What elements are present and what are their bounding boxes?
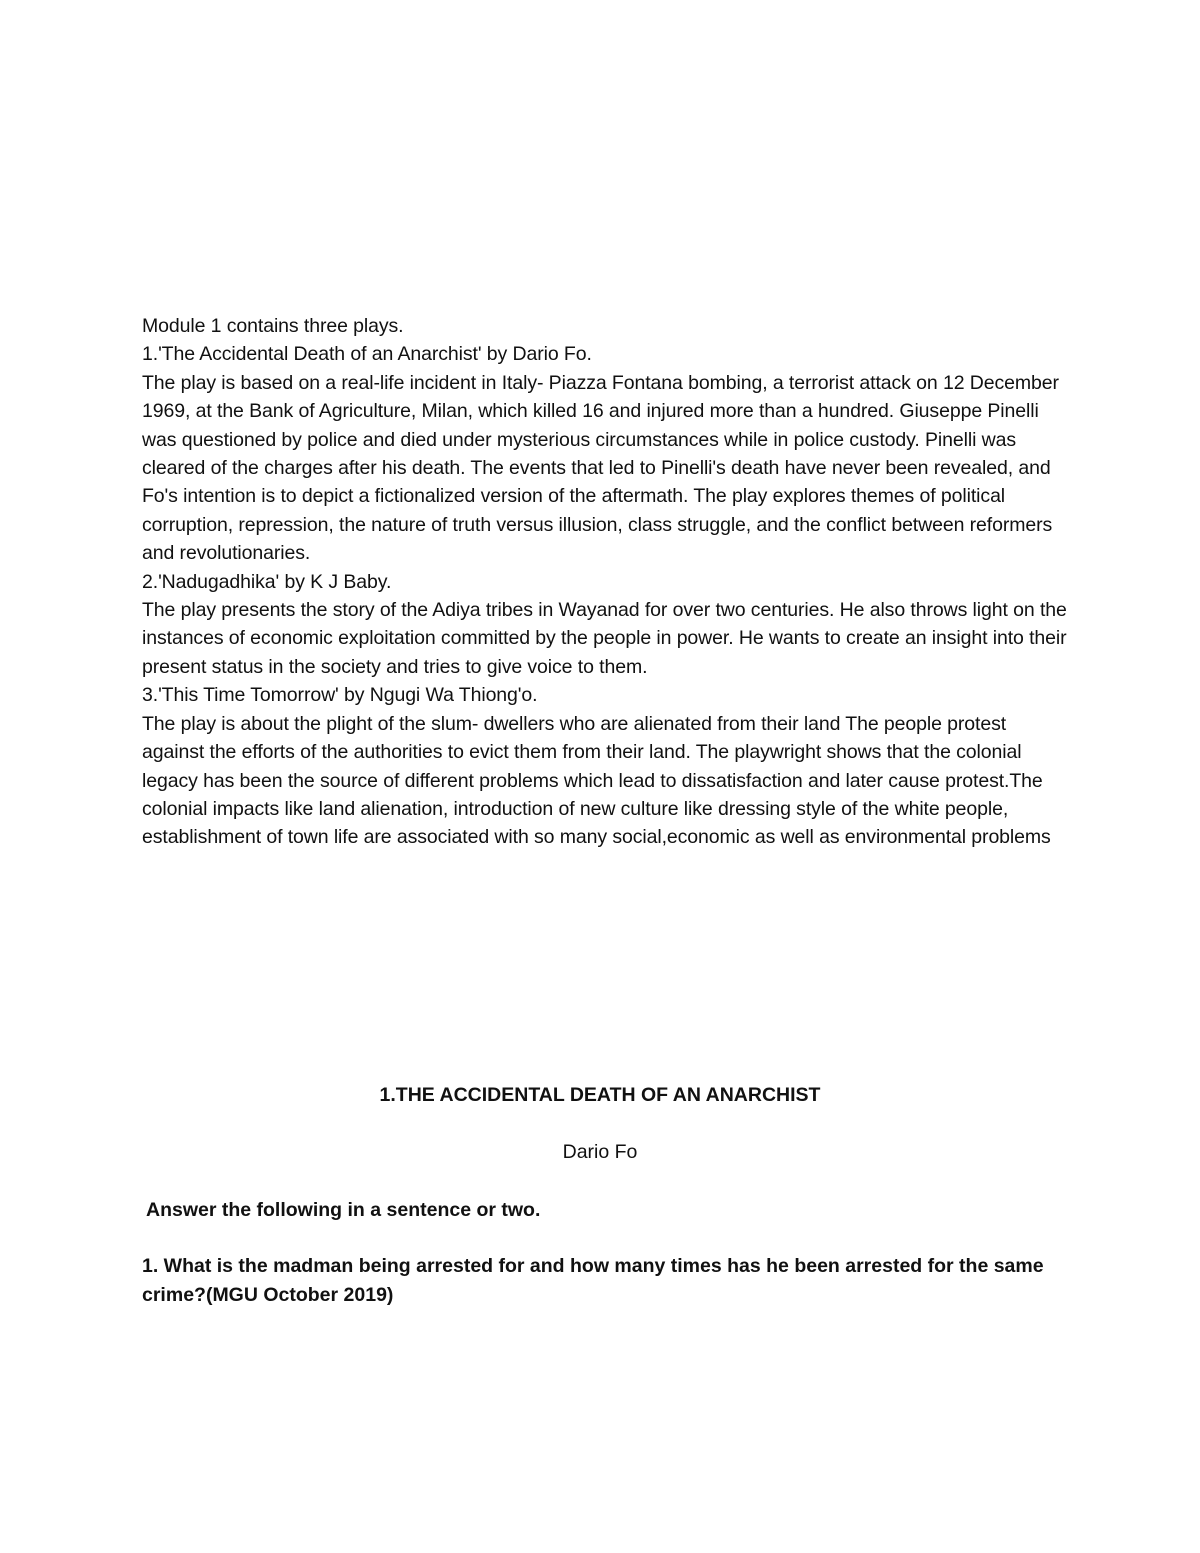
section-title: 1.THE ACCIDENTAL DEATH OF AN ANARCHIST: [379, 1084, 821, 1106]
play-1-summary: The play is based on a real-life incident in Italy- Piazza Fontana bombing, a terrorist attack on 12 December 1969, at the Bank of Agriculture, Milan, which killed 16 and injured more than a hundred. Giuseppe Pinelli was questioned by police and died under mysterious circumstances while in police custody. Pinelli was cleared of the charges after his death. The events that led to Pinelli's death have never been revealed, and Fo's intention is to depict a fictionalized version of the aftermath. The play explores themes of political corruption, repression, the nature of truth versus illusion, class struggle, and the conflict between reformers and revolutionaries.: [142, 371, 1059, 565]
play-3-title: 3.'This Time Tomorrow' by Ngugi Wa Thiong'o.: [142, 684, 538, 707]
question-1: 1. What is the madman being arrested for and how many times has he been arrested for the same crime?(MGU October 2019): [142, 1255, 1044, 1306]
section-author: Dario Fo: [562, 1141, 638, 1163]
play-2-title: 2.'Nadugadhika' by K J Baby.: [142, 570, 392, 593]
play-2-summary: The play presents the story of the Adiya tribes in Wayanad for over two centuries. He also throws light on the instances of economic exploitation committed by the people in power. He wants to create an insight into their present status in the society and tries to give voice to them.: [142, 599, 1067, 678]
module-overview: [142, 312, 1072, 852]
play-1-title: 1.'The Accidental Death of an Anarchist' by Dario Fo.: [142, 343, 592, 366]
question-instruction: Answer the following in a sentence or two.: [146, 1199, 541, 1221]
module-intro-line: Module 1 contains three plays.: [142, 315, 404, 337]
play-3-summary: The play is about the plight of the slum- dwellers who are alienated from their land The people protest against the efforts of the authorities to evict them from their land. The playwright shows that the colonial legacy has been the source of different problems which lead to dissatisfaction and later cause protest.The colonial impacts like land alienation, introduction of new culture like dressing style of the white people, establishment of town life are associated with so many social,economic as well as environmental problems: [142, 712, 1051, 849]
